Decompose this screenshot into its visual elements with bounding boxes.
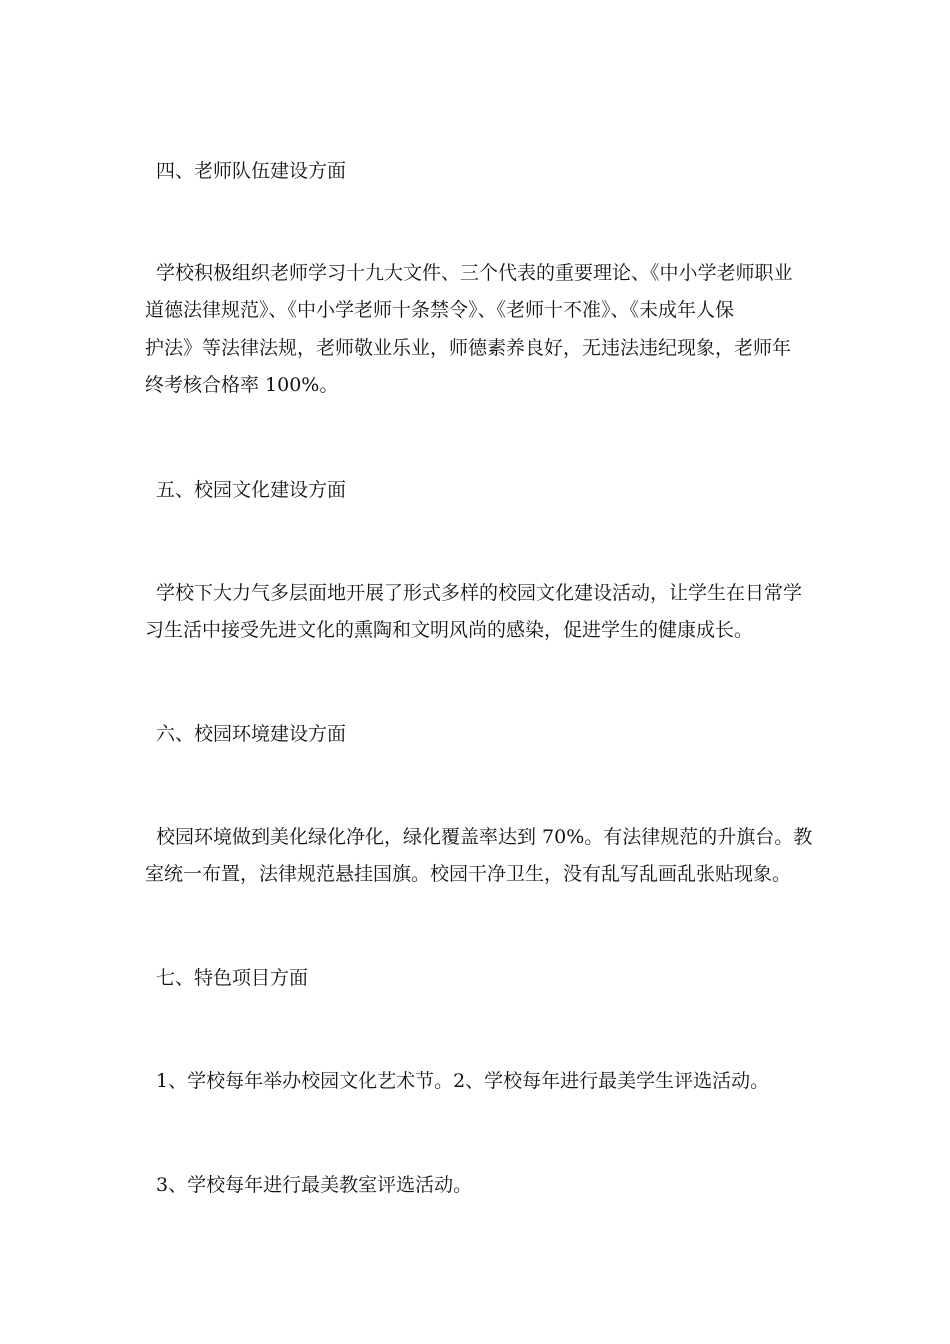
paragraph-campus-culture-line-2: 习生活中接受先进文化的熏陶和文明风尚的感染，促进学生的健康成长。 (145, 619, 754, 641)
paragraph-campus-culture-line-1: 学校下大力气多层面地开展了形式多样的校园文化建设活动，让学生在日常学 (156, 582, 803, 604)
paragraph-teachers-line-2: 道德法律规范》、《中小学老师十条禁令》、《老师十不准》、《未成年人保 (145, 299, 735, 321)
section-heading-teachers: 四、老师队伍建设方面 (156, 160, 347, 182)
paragraph-special-projects-line-1: 1、学校每年举办校园文化艺术节。2、学校每年进行最美学生评选活动。 (156, 1070, 770, 1092)
paragraph-campus-environment-line-2: 室统一布置，法律规范悬挂国旗。校园干净卫生，没有乱写乱画乱张贴现象。 (145, 863, 792, 885)
paragraph-teachers-line-3: 护法》等法律法规，老师敬业乐业，师德素养良好，无违法违纪现象，老师年 (145, 337, 792, 359)
paragraph-campus-environment-line-1: 校园环境做到美化绿化净化，绿化覆盖率达到 70%。有法律规范的升旗台。教 (156, 826, 813, 848)
paragraph-teachers-line-1: 学校积极组织老师学习十九大文件、三个代表的重要理论、《中小学老师职业 (156, 262, 793, 284)
section-heading-special-projects: 七、特色项目方面 (156, 967, 309, 989)
paragraph-special-projects-line-2: 3、学校每年进行最美教室评选活动。 (156, 1174, 473, 1196)
paragraph-teachers-line-4: 终考核合格率 100%。 (145, 374, 339, 396)
section-heading-campus-culture: 五、校园文化建设方面 (156, 479, 347, 501)
section-heading-campus-environment: 六、校园环境建设方面 (156, 723, 347, 745)
